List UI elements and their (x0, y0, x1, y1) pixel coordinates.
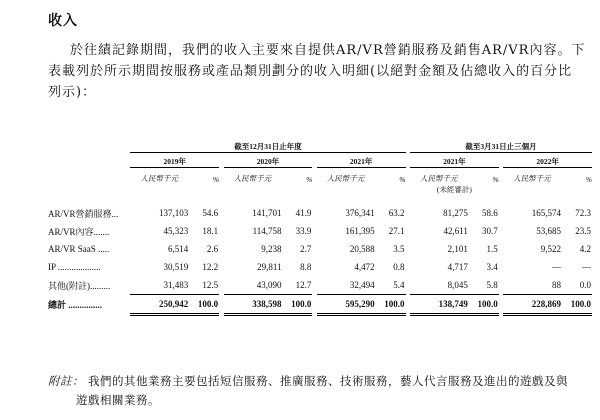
pct-cell: 72.3 (575, 208, 591, 218)
amount-cell: 32,494 (317, 276, 377, 295)
footnote-line (48, 372, 588, 391)
amount-cell: 4,472 (354, 262, 375, 272)
year-header: 2021年 (317, 153, 406, 168)
total-amount-cell: 138,749 (410, 295, 470, 315)
pct-cell: 12.7 (283, 276, 312, 295)
amount-cell: — (552, 262, 562, 272)
pct-cell: 3.5 (393, 244, 405, 254)
pct-cell: 41.9 (295, 208, 312, 218)
pct-cell: 33.9 (295, 226, 312, 236)
year-header: 2022年 (503, 153, 592, 168)
total-amount-cell: 595,290 (317, 295, 377, 315)
pct-cell: 27.1 (388, 226, 405, 236)
paragraph-line: 表載列於所示期間按服務或產品類別劃分的收入明細(以絕對金額及佔總收入的百分比 (48, 64, 573, 79)
total-pct-cell: 100.0 (470, 295, 499, 315)
total-pct-cell: 100.0 (377, 295, 406, 315)
amount-cell: 8,045 (410, 276, 470, 295)
unit-amount: 人民幣千元 (326, 174, 365, 183)
amount-cell: 43,090 (224, 276, 284, 295)
unit-amount: 人民幣千元 (233, 174, 272, 183)
unit-pct: % (306, 175, 313, 184)
unaudited-note: (未經審計) (436, 185, 472, 194)
pct-cell: 4.2 (579, 244, 591, 254)
footnote-text: 遊戲相關業務。 (76, 393, 160, 407)
intro-paragraph (48, 40, 588, 103)
table-row (48, 276, 592, 295)
pct-cell: 2.6 (206, 244, 219, 254)
row-label: IP ................... (48, 262, 101, 272)
amount-cell: 53,685 (536, 226, 562, 236)
row-label: 其他(附註)......... (48, 280, 111, 291)
paragraph-line: 列示)： (48, 85, 97, 100)
revenue-table (48, 136, 592, 316)
pct-cell: — (582, 262, 591, 272)
footnote (48, 372, 588, 410)
unit-pct: % (212, 175, 220, 184)
pct-cell: 54.6 (202, 208, 219, 218)
unit-amount: 人民幣千元 (140, 174, 178, 183)
pct-cell: 63.2 (388, 208, 405, 218)
year-header: 2021年 (410, 153, 499, 168)
total-row (48, 295, 592, 315)
amount-cell: 114,758 (252, 226, 282, 236)
unit-pct: % (585, 175, 592, 184)
group-header-annual: 截至12月31日止年度 (130, 136, 405, 153)
total-pct-cell: 100.0 (190, 295, 219, 315)
amount-cell: 9,522 (540, 244, 562, 254)
pct-cell: 0.8 (393, 262, 405, 272)
amount-cell: 6,514 (168, 244, 189, 254)
amount-cell: 137,103 (159, 208, 189, 218)
total-amount-cell: 338,598 (224, 295, 284, 315)
pct-cell: 1.5 (486, 244, 498, 254)
year-header: 2019年 (130, 153, 219, 168)
total-amount-cell: 228,869 (503, 295, 563, 315)
pct-cell: 5.8 (470, 276, 499, 295)
total-pct-cell: 100.0 (563, 295, 592, 315)
footnote-text: 我們的其他業務主要包括短信服務、推廣服務、技術服務，藝人代言服務及進出的遊戲及與 (88, 374, 568, 388)
amount-cell: 165,574 (531, 208, 562, 218)
pct-cell: 8.8 (300, 262, 312, 272)
amount-cell: 4,717 (447, 262, 468, 272)
total-pct-cell: 100.0 (283, 295, 312, 315)
unit-amount: 人民幣千元 (419, 174, 458, 183)
total-amount-cell: 250,942 (130, 295, 190, 315)
amount-cell: 88 (503, 276, 563, 295)
row-label: AR/VR營銷服務... (48, 208, 119, 219)
amount-cell: 141,701 (252, 208, 282, 218)
amount-cell: 81,275 (443, 208, 468, 218)
pct-cell: 3.4 (486, 262, 498, 272)
amount-cell: 376,341 (345, 208, 375, 218)
unit-pct: % (399, 175, 406, 184)
amount-cell: 30,519 (163, 262, 189, 272)
pct-cell: 0.0 (563, 276, 592, 295)
section-title: 收入 (48, 13, 78, 29)
year-header: 2020年 (224, 153, 313, 168)
table-row (48, 258, 592, 276)
pct-cell: 2.7 (300, 244, 312, 254)
row-label: AR/VR SaaS ..... (48, 244, 110, 254)
footnote-label: 附註： (48, 374, 84, 388)
pct-cell: 30.7 (481, 226, 498, 236)
paragraph-line: 於往績記錄期間，我們的收入主要來自提供AR/VR營銷服務及銷售AR/VR內容。下 (70, 43, 586, 58)
amount-cell: 2,101 (447, 244, 468, 254)
table-row (48, 222, 592, 240)
amount-cell: 31,483 (130, 276, 190, 295)
amount-cell: 161,395 (345, 226, 375, 236)
unit-amount: 人民幣千元 (513, 174, 551, 183)
total-label: 總計 ............... (48, 300, 103, 310)
pct-cell: 18.1 (202, 226, 219, 236)
row-label: AR/VR內容....... (48, 226, 110, 237)
table-row (48, 204, 592, 222)
amount-cell: 42,611 (443, 226, 468, 236)
group-header-quarter: 截至3月31日止三個月 (410, 136, 592, 153)
unit-pct: % (492, 175, 499, 184)
amount-cell: 9,238 (261, 244, 282, 254)
table-row (48, 240, 592, 258)
pct-cell: 12.5 (190, 276, 219, 295)
pct-cell: 58.6 (481, 208, 498, 218)
amount-cell: 29,811 (257, 262, 282, 272)
amount-cell: 45,323 (163, 226, 189, 236)
pct-cell: 5.4 (377, 276, 406, 295)
amount-cell: 20,588 (349, 244, 375, 254)
pct-cell: 12.2 (202, 262, 219, 272)
pct-cell: 23.5 (575, 226, 591, 236)
